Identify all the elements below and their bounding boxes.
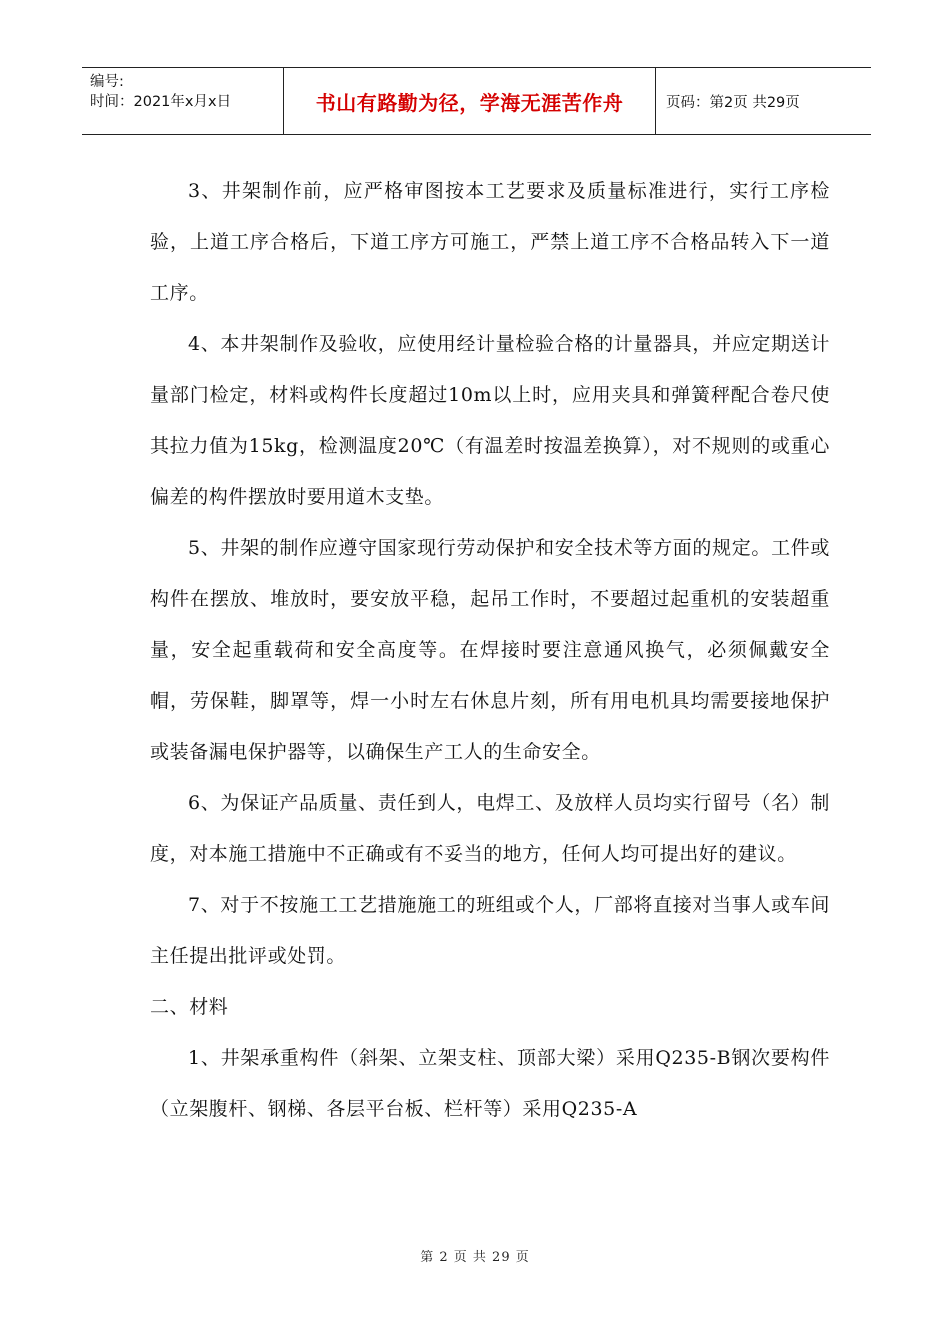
paragraph-materials-1: 1、井架承重构件（斜架、立架支柱、顶部大梁）采用Q235-B钢次要构件（立架腹杆、钢梯、各层平台板、栏杆等）采用Q235-A bbox=[150, 1047, 830, 1120]
paragraph-6: 6、为保证产品质量、责任到人，电焊工、及放样人员均实行留号（名）制度，对本施工措施中不正确或有不妥当的地方，任何人均可提出好的建议。 bbox=[150, 792, 830, 865]
page-header bbox=[82, 67, 871, 135]
header-page-info: 页码：第2页 共29页 bbox=[666, 94, 800, 111]
paragraph-3: 3、井架制作前，应严格审图按本工艺要求及质量标准进行，实行工序检验，上道工序合格后，下道工序方可施工，严禁上道工序不合格品转入下一道工序。 bbox=[150, 180, 830, 304]
document-time-label: 时间：2021年x月x日 bbox=[90, 94, 232, 110]
paragraph-5: 5、井架的制作应遵守国家现行劳动保护和安全技术等方面的规定。工件或构件在摆放、堆放时，要安放平稳，起吊工作时，不要超过起重机的安装超重量，安全起重载荷和安全高度等。在焊接时要注意通风换气，必须佩戴安全帽，劳保鞋，脚罩等，焊一小时左右休息片刻，所有用电机具均需要接地保护或装备漏电保护器等，以确保生产工人的生命安全。 bbox=[150, 537, 830, 763]
header-meta bbox=[82, 68, 284, 134]
page-footer: 第 2 页 共 29 页 bbox=[420, 1250, 530, 1265]
section-heading-materials: 二、材料 bbox=[150, 996, 229, 1018]
paragraph-4: 4、本井架制作及验收，应使用经计量检验合格的计量器具，并应定期送计量部门检定，材料或构件长度超过10m以上时，应用夹具和弹簧秤配合卷尺使其拉力值为15kg，检测温度20℃（有温差时按温差换算），对不规则的或重心偏差的构件摆放时要用道木支垫。 bbox=[150, 333, 830, 508]
header-motto: 书山有路勤为径，学海无涯苦作舟 bbox=[284, 68, 656, 134]
paragraph-7: 7、对于不按施工工艺措施施工的班组或个人，厂部将直接对当事人或车间主任提出批评或处罚。 bbox=[150, 894, 830, 967]
document-body bbox=[150, 166, 830, 1135]
document-number-label: 编号: bbox=[90, 74, 124, 90]
